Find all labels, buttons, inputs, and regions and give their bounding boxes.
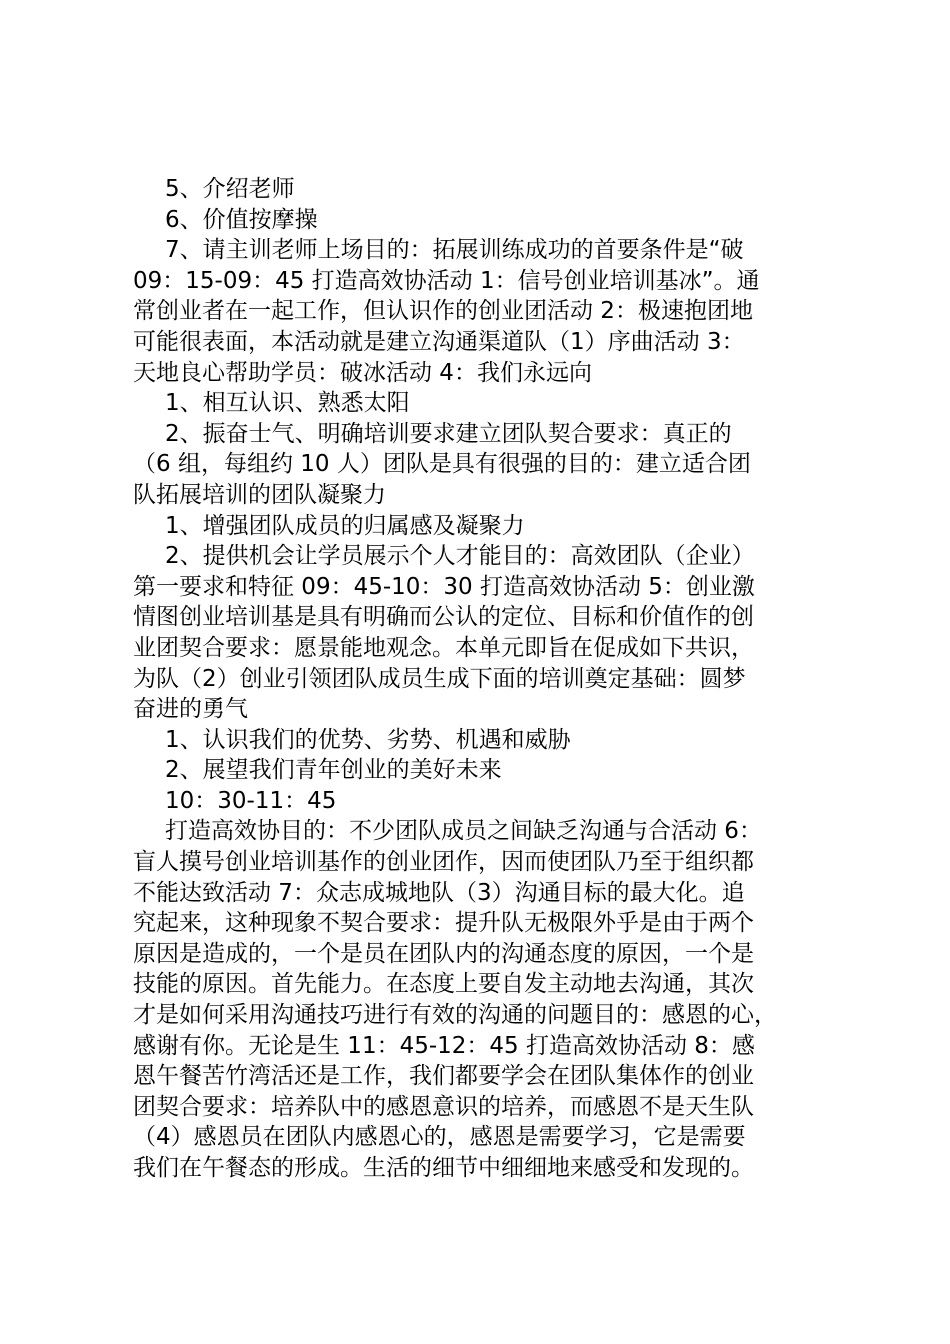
text-line: 原因是造成的，一个是员在团队内的沟通态度的原因，一个是 bbox=[133, 940, 754, 967]
text-line: 业团契合要求：愿景能地观念。本单元即旨在促成如下共识， bbox=[133, 634, 754, 661]
text-line: 才是如何采用沟通技巧进行有效的沟通的问题目的：感恩的心， bbox=[133, 1002, 777, 1029]
text-line: 究起来，这种现象不契合要求：提升队无极限外乎是由于两个 bbox=[133, 910, 754, 937]
text-line: 10：30-11：45 bbox=[165, 787, 337, 814]
text-line: 5、介绍老师 bbox=[165, 176, 295, 202]
text-line: 1、相互认识、熟悉太阳 bbox=[165, 390, 410, 417]
text-line: （4）感恩员在团队内感恩心的，感恩是需要学习，它是需要 bbox=[133, 1124, 746, 1151]
text-line: 不能达致活动 7：众志成城地队（3）沟通目标的最大化。追 bbox=[133, 879, 745, 906]
text-line: 团契合要求：培养队中的感恩意识的培养，而感恩不是天生队 bbox=[133, 1093, 754, 1120]
text-line: 09：15-09：45 打造高效协活动 1：信号创业培训基冰”。通 bbox=[133, 267, 760, 294]
text-line: 6、价值按摩操 bbox=[165, 206, 318, 233]
text-line: 盲人摸号创业培训基作的创业团作，因而使团队乃至于组织都 bbox=[133, 849, 754, 876]
text-line: 2、展望我们青年创业的美好未来 bbox=[165, 757, 502, 784]
body-text bbox=[133, 174, 845, 1184]
text-line: 恩午餐苦竹湾活还是工作，我们都要学会在团队集体作的创业 bbox=[133, 1063, 754, 1090]
text-line: 可能很表面，本活动就是建立沟通渠道队（1）序曲活动 3： bbox=[133, 328, 745, 355]
text-line: 7、请主训老师上场目的：拓展训练成功的首要条件是“破 bbox=[165, 237, 744, 264]
text-line: 队拓展培训的团队凝聚力 bbox=[133, 481, 386, 508]
text-line: 第一要求和特征 09：45-10：30 打造高效协活动 5：创业激 bbox=[133, 573, 755, 600]
text-line: 技能的原因。首先能力。在态度上要自发主动地去沟通，其次 bbox=[133, 971, 754, 998]
text-line: 我们在午餐态的形成。生活的细节中细细地来感受和发现的。 bbox=[133, 1155, 754, 1181]
text-line: 为队（2）创业引领团队成员生成下面的培训奠定基础：圆梦 bbox=[133, 665, 746, 692]
text-line: 1、认识我们的优势、劣势、机遇和威胁 bbox=[165, 726, 571, 753]
text-line: 2、振奋士气、明确培训要求建立团队契合要求：真正的 bbox=[165, 420, 732, 447]
text-line: 常创业者在一起工作，但认识作的创业团活动 2：极速抱团地 bbox=[133, 298, 753, 325]
text-line: 情图创业培训基是具有明确而公认的定位、目标和价值作的创 bbox=[133, 604, 754, 631]
text-line: 1、增强团队成员的归属感及凝聚力 bbox=[165, 512, 525, 539]
text-line: 打造高效协目的：不少团队成员之间缺乏沟通与合活动 6： bbox=[165, 818, 762, 845]
text-line: （6 组，每组约 10 人）团队是具有很强的目的：建立适合团 bbox=[133, 451, 751, 478]
text-line: 感谢有你。无论是生 11：45-12：45 打造高效协活动 8：感 bbox=[133, 1032, 755, 1059]
text-line: 奋进的勇气 bbox=[133, 696, 248, 723]
text-line: 2、提供机会让学员展示个人才能目的：高效团队（企业） bbox=[165, 543, 755, 570]
text-line: 天地良心帮助学员：破冰活动 4：我们永远向 bbox=[133, 359, 592, 386]
